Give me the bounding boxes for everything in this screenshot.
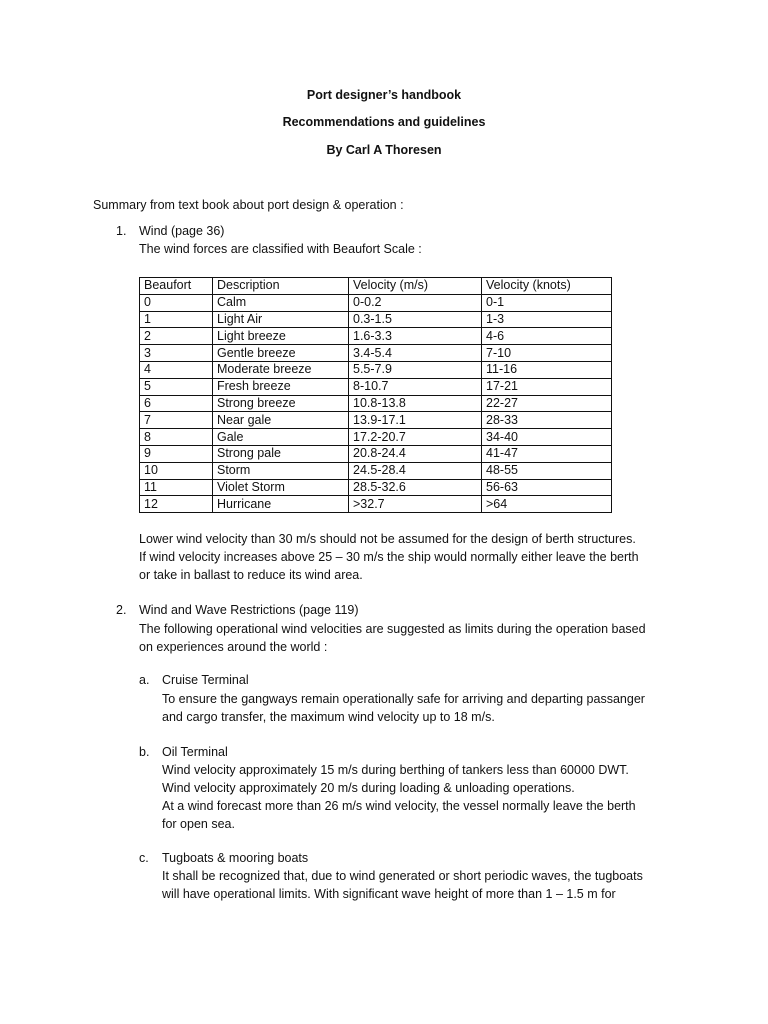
table-header-row	[140, 278, 612, 295]
table-cell-beaufort: 4	[140, 361, 213, 378]
table-cell-velocity-knots: 56-63	[482, 479, 612, 496]
table-header-velocity-ms: Velocity (m/s)	[349, 278, 482, 295]
table-cell-beaufort: 7	[140, 412, 213, 429]
table-cell-velocity-ms: 1.6-3.3	[349, 328, 482, 345]
table-cell-description: Strong breeze	[213, 395, 349, 412]
item-c-line-1: It shall be recognized that, due to wind generated or short periodic waves, the tugboats	[162, 869, 643, 883]
item-c-line-2: will have operational limits. With significant wave height of more than 1 – 1.5 m for	[162, 887, 616, 901]
table-cell-beaufort: 1	[140, 311, 213, 328]
table-row	[140, 462, 612, 479]
table-cell-description: Storm	[213, 462, 349, 479]
table-row	[140, 328, 612, 345]
table-row	[140, 429, 612, 446]
table-cell-velocity-ms: 24.5-28.4	[349, 462, 482, 479]
table-cell-velocity-ms: 13.9-17.1	[349, 412, 482, 429]
item-b-title: Oil Terminal	[162, 745, 228, 759]
table-cell-velocity-ms: 8-10.7	[349, 378, 482, 395]
item-a-line-2: and cargo transfer, the maximum wind velocity up to 18 m/s.	[162, 710, 495, 724]
table-row	[140, 496, 612, 513]
section-2-intro-line-2: on experiences around the world :	[139, 640, 328, 654]
table-cell-velocity-knots: 0-1	[482, 294, 612, 311]
table-cell-beaufort: 9	[140, 445, 213, 462]
table-row	[140, 311, 612, 328]
table-cell-beaufort: 0	[140, 294, 213, 311]
table-cell-beaufort: 10	[140, 462, 213, 479]
table-row	[140, 412, 612, 429]
table-cell-description: Moderate breeze	[213, 361, 349, 378]
table-cell-velocity-ms: 3.4-5.4	[349, 345, 482, 362]
item-b-line-1: Wind velocity approximately 15 m/s during berthing of tankers less than 60000 DWT.	[162, 763, 629, 777]
table-cell-description: Strong pale	[213, 445, 349, 462]
item-b-line-4: for open sea.	[162, 817, 235, 831]
table-cell-velocity-knots: 28-33	[482, 412, 612, 429]
table-row	[140, 378, 612, 395]
table-cell-velocity-knots: >64	[482, 496, 612, 513]
table-row	[140, 395, 612, 412]
table-cell-velocity-knots: 1-3	[482, 311, 612, 328]
table-cell-velocity-ms: 0.3-1.5	[349, 311, 482, 328]
item-b-line-2: Wind velocity approximately 20 m/s during loading & unloading operations.	[162, 781, 575, 795]
section-1-number: 1.	[116, 224, 127, 238]
table-cell-description: Gentle breeze	[213, 345, 349, 362]
table-cell-velocity-knots: 7-10	[482, 345, 612, 362]
item-a-title: Cruise Terminal	[162, 673, 249, 687]
table-header-description: Description	[213, 278, 349, 295]
table-cell-description: Hurricane	[213, 496, 349, 513]
table-cell-velocity-ms: 0-0.2	[349, 294, 482, 311]
table-cell-beaufort: 5	[140, 378, 213, 395]
table-row	[140, 361, 612, 378]
table-cell-velocity-ms: 17.2-20.7	[349, 429, 482, 446]
document-author: By Carl A Thoresen	[326, 143, 442, 157]
item-b-letter: b.	[139, 745, 150, 759]
table-cell-beaufort: 12	[140, 496, 213, 513]
table-cell-description: Light breeze	[213, 328, 349, 345]
item-c-title: Tugboats & mooring boats	[162, 851, 309, 865]
table-cell-description: Near gale	[213, 412, 349, 429]
table-cell-velocity-knots: 11-16	[482, 361, 612, 378]
table-cell-description: Calm	[213, 294, 349, 311]
table-cell-velocity-knots: 48-55	[482, 462, 612, 479]
item-b-line-3: At a wind forecast more than 26 m/s wind velocity, the vessel normally leave the berth	[162, 799, 636, 813]
wind-note-line-2: If wind velocity increases above 25 – 30 m/s the ship would normally either leave the berth	[139, 550, 639, 564]
section-1-heading: Wind (page 36)	[139, 224, 225, 238]
table-cell-description: Light Air	[213, 311, 349, 328]
table-cell-velocity-ms: >32.7	[349, 496, 482, 513]
table-row	[140, 445, 612, 462]
table-header-velocity-knots: Velocity (knots)	[482, 278, 612, 295]
wind-note-line-3: or take in ballast to reduce its wind area.	[139, 568, 363, 582]
document-subtitle: Recommendations and guidelines	[282, 115, 486, 129]
table-cell-beaufort: 6	[140, 395, 213, 412]
table-cell-velocity-ms: 20.8-24.4	[349, 445, 482, 462]
table-cell-velocity-ms: 5.5-7.9	[349, 361, 482, 378]
table-row	[140, 294, 612, 311]
table-cell-velocity-knots: 34-40	[482, 429, 612, 446]
table-cell-velocity-knots: 4-6	[482, 328, 612, 345]
section-2-intro-line-1: The following operational wind velocities are suggested as limits during the operation based	[139, 622, 646, 636]
table-cell-description: Gale	[213, 429, 349, 446]
table-header-beaufort: Beaufort	[140, 278, 213, 295]
section-1-intro: The wind forces are classified with Beaufort Scale :	[139, 242, 422, 256]
table-cell-beaufort: 2	[140, 328, 213, 345]
wind-note-line-1: Lower wind velocity than 30 m/s should not be assumed for the design of berth structures.	[139, 532, 636, 546]
item-a-letter: a.	[139, 673, 150, 687]
table-cell-velocity-ms: 28.5-32.6	[349, 479, 482, 496]
beaufort-table-body	[140, 278, 612, 513]
table-cell-velocity-knots: 17-21	[482, 378, 612, 395]
item-c-letter: c.	[139, 851, 149, 865]
table-cell-beaufort: 8	[140, 429, 213, 446]
beaufort-table	[139, 277, 612, 513]
section-2-heading: Wind and Wave Restrictions (page 119)	[139, 603, 359, 617]
table-cell-velocity-knots: 41-47	[482, 445, 612, 462]
table-cell-velocity-ms: 10.8-13.8	[349, 395, 482, 412]
document-title: Port designer’s handbook	[306, 88, 462, 102]
table-cell-beaufort: 3	[140, 345, 213, 362]
table-cell-description: Violet Storm	[213, 479, 349, 496]
table-cell-beaufort: 11	[140, 479, 213, 496]
table-cell-description: Fresh breeze	[213, 378, 349, 395]
item-a-line-1: To ensure the gangways remain operationally safe for arriving and departing passanger	[162, 692, 645, 706]
summary-line: Summary from text book about port design & operation :	[93, 198, 404, 212]
section-2-number: 2.	[116, 603, 127, 617]
table-row	[140, 345, 612, 362]
table-cell-velocity-knots: 22-27	[482, 395, 612, 412]
table-row	[140, 479, 612, 496]
